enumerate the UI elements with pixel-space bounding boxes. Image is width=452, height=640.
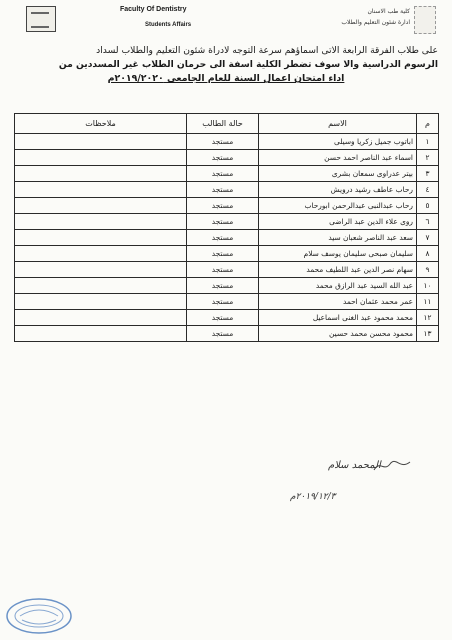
row-status: مستجد [187, 150, 259, 166]
row-name: محمود محسن محمد حسين [259, 326, 417, 342]
row-status: مستجد [187, 214, 259, 230]
row-name: بيتر عدراوى سمعان بشرى [259, 166, 417, 182]
table-header-row [15, 114, 439, 134]
row-status: مستجد [187, 246, 259, 262]
row-status: مستجد [187, 310, 259, 326]
row-name: سعد عبد الناصر شعبان سيد [259, 230, 417, 246]
row-num: ١ [417, 134, 439, 150]
row-status: مستجد [187, 182, 259, 198]
row-num: ٥ [417, 198, 439, 214]
row-name: رحاب عبدالنبى عبدالرحمن ابورحاب [259, 198, 417, 214]
row-status: مستجد [187, 134, 259, 150]
row-num: ٣ [417, 166, 439, 182]
announcement-line-1: على طلاب الفرقة الرابعة الاتى اسماؤهم سرعة التوجه لادراة شئون التعليم والطلاب لسداد [96, 45, 438, 56]
row-name: سهام نصر الدين عبد اللطيف محمد [259, 262, 417, 278]
row-status: مستجد [187, 294, 259, 310]
row-name: سليمان صبحى سليمان يوسف سلام [259, 246, 417, 262]
table-row [15, 246, 439, 262]
row-name: عمر محمد عثمان احمد [259, 294, 417, 310]
row-num: ١٠ [417, 278, 439, 294]
row-num: ٩ [417, 262, 439, 278]
header-status: حالة الطالب [187, 114, 259, 134]
table-row [15, 134, 439, 150]
table-row [15, 262, 439, 278]
row-status: مستجد [187, 166, 259, 182]
row-num: ٧ [417, 230, 439, 246]
faculty-stamp-icon [4, 596, 74, 636]
table-row [15, 166, 439, 182]
row-num: ٤ [417, 182, 439, 198]
row-name: عبد الله السيد عبد الرازق محمد [259, 278, 417, 294]
row-name: اسماء عبد الناصر احمد حسن [259, 150, 417, 166]
table-row [15, 326, 439, 342]
row-num: ١٢ [417, 310, 439, 326]
announcement-line-3: اداء امتحان اعمال السنة للعام الجامعى ٢٠١٩/٢٠٢٠م [107, 73, 345, 84]
header-num: م [417, 114, 439, 134]
row-notes [15, 166, 187, 182]
row-name: محمد محمود عبد الغنى اسماعيل [259, 310, 417, 326]
faculty-name-en: Faculty Of Dentistry [120, 6, 187, 13]
signature-name: المحمد سلام [328, 460, 381, 471]
row-status: مستجد [187, 262, 259, 278]
affairs-name-ar: ادارة شئون التعليم والطلاب [341, 19, 410, 26]
table-row [15, 150, 439, 166]
row-num: ٨ [417, 246, 439, 262]
announcement-line-2: الرسوم الدراسية والا سوف تضطر الكلية اسفة الى حرمان الطلاب غير المسددين من [58, 59, 438, 70]
table-row [15, 278, 439, 294]
row-num: ١١ [417, 294, 439, 310]
university-logo-icon [26, 6, 56, 32]
row-num: ٦ [417, 214, 439, 230]
row-notes [15, 278, 187, 294]
row-status: مستجد [187, 198, 259, 214]
row-notes [15, 230, 187, 246]
row-notes [15, 326, 187, 342]
table-row [15, 182, 439, 198]
row-notes [15, 294, 187, 310]
row-num: ١٣ [417, 326, 439, 342]
row-notes [15, 182, 187, 198]
document-header [0, 0, 452, 44]
faculty-name-ar: كلية طب الاسنان [367, 8, 410, 15]
announcement-text [14, 44, 438, 86]
row-notes [15, 214, 187, 230]
row-notes [15, 198, 187, 214]
table-row [15, 310, 439, 326]
row-name: اباتوب جميل زكريا وسيلى [259, 134, 417, 150]
students-table [14, 113, 439, 342]
header-name: الاسم [259, 114, 417, 134]
row-name: روى علاء الدين عبد الراضى [259, 214, 417, 230]
table-row [15, 230, 439, 246]
row-name: رحاب عاطف رشيد درويش [259, 182, 417, 198]
table-row [15, 294, 439, 310]
row-num: ٢ [417, 150, 439, 166]
signature-date: ٢٠١٩/١٢/٣م [290, 492, 336, 502]
row-notes [15, 246, 187, 262]
header-notes: ملاحظات [15, 114, 187, 134]
row-notes [15, 262, 187, 278]
affairs-name-en: Students Affairs [145, 22, 192, 28]
row-status: مستجد [187, 326, 259, 342]
table-row [15, 214, 439, 230]
faculty-logo-icon [414, 6, 436, 34]
row-notes [15, 134, 187, 150]
row-notes [15, 150, 187, 166]
row-notes [15, 310, 187, 326]
table-row [15, 198, 439, 214]
row-status: مستجد [187, 278, 259, 294]
row-status: مستجد [187, 230, 259, 246]
